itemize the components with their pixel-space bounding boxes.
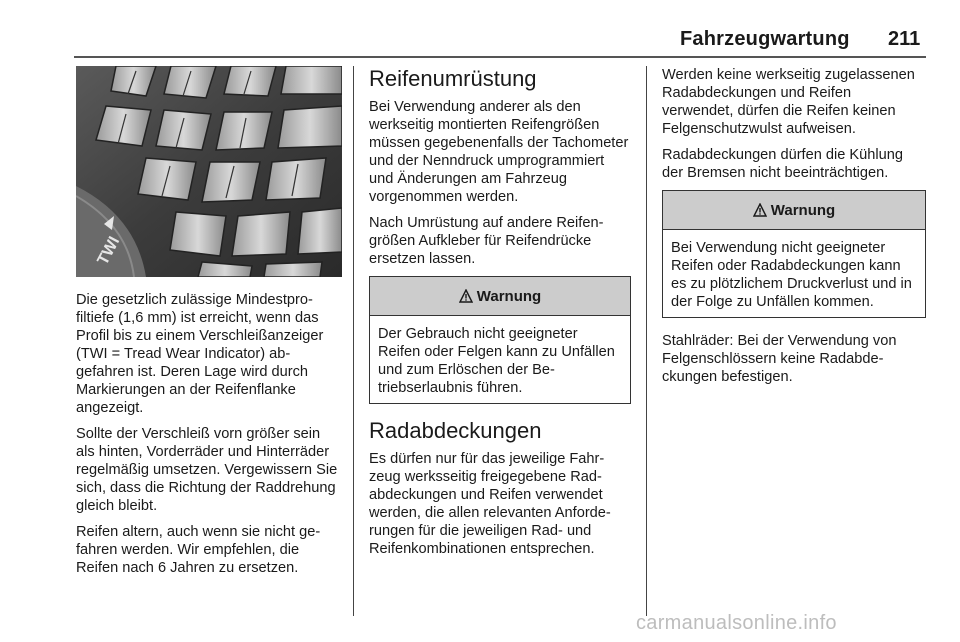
tire-tread-illustration bbox=[76, 66, 342, 277]
watermark: carmanualsonline.info bbox=[636, 612, 837, 634]
middle-column bbox=[369, 66, 631, 566]
warning-text: Bei Verwendung nicht geeigneter Reifen oder Radabdeckungen kann es zu plötzlichem Druckverlust und in der Folge zu Unfällen kommen. bbox=[671, 240, 912, 310]
column-divider-right bbox=[646, 66, 647, 616]
warning-triangle-icon bbox=[459, 289, 473, 303]
right-column bbox=[662, 66, 926, 394]
paragraph: Radabdeckungen dürfen die Kühlung der Bremsen nicht beeinträchtigen. bbox=[662, 147, 903, 181]
paragraph: Es dürfen nur für das jeweilige Fahrzeug werksseitig freigegebene Radabdeckungen und Reifen verwendet werden, die allen relevanten Anforderungen für die jeweiligen Rad- und Reifenkombinationen entsprechen. bbox=[369, 451, 611, 557]
paragraph: Stahlräder: Bei der Verwendung von Felgenschlössern keine Radabdeckungen befestigen. bbox=[662, 333, 897, 385]
section-heading: Reifenumrüstung bbox=[369, 66, 537, 91]
twi-label: TWI bbox=[94, 234, 124, 268]
warning-title: Warnung bbox=[770, 201, 836, 219]
paragraph: Nach Umrüstung auf andere Reifengrößen Aufkleber für Reifendrücke ersetzen lassen. bbox=[369, 215, 604, 267]
warning-header bbox=[663, 191, 925, 230]
paragraph: Sollte der Verschleiß vorn größer sein als hinten, Vorderräder und Hinterräder regelmäßig umsetzen. Vergewissern Sie sich, dass die Richtung der Raddrehung gleich bleibt. bbox=[76, 426, 338, 514]
left-column bbox=[76, 66, 342, 585]
paragraph: Reifen altern, auch wenn sie nicht gefahren werden. Wir empfehlen, die Reifen nach 6 Jahren zu ersetzen. bbox=[76, 524, 321, 576]
warning-box bbox=[662, 190, 926, 318]
section-subheading: Radabdeckungen bbox=[369, 418, 542, 443]
warning-header bbox=[370, 277, 630, 316]
warning-title: Warnung bbox=[476, 287, 542, 305]
page-number: 211 bbox=[888, 28, 921, 50]
column-divider-left bbox=[353, 66, 354, 616]
warning-text: Der Gebrauch nicht geeigneter Reifen oder Felgen kann zu Unfällen und zum Erlöschen der Betriebserlaubnis führen. bbox=[378, 326, 615, 396]
warning-triangle-icon bbox=[753, 203, 767, 217]
paragraph: Die gesetzlich zulässige Mindestprofiltiefe (1,6 mm) ist erreicht, wenn das Profil bis zu einem Verschleißanzeiger (TWI = Tread Wear Indicator) abgefahren ist. Deren Lage wird durch Markierungen an der Reifenflanke angezeigt. bbox=[76, 292, 324, 416]
paragraph: Werden keine werkseitig zugelassenen Radabdeckungen und Reifen verwendet, dürfen die Reifen keinen Felgenschutzwulst aufweisen. bbox=[662, 67, 915, 137]
header-rule bbox=[74, 56, 926, 58]
page-header-title: Fahrzeugwartung bbox=[680, 28, 850, 50]
paragraph: Bei Verwendung anderer als den werkseitig montierten Reifengrößen müssen gegebenenfalls der Tachometer und der Nenndruck umprogrammiert und Änderungen am Fahrzeug vorgenommen werden. bbox=[369, 99, 629, 205]
warning-box bbox=[369, 276, 631, 404]
